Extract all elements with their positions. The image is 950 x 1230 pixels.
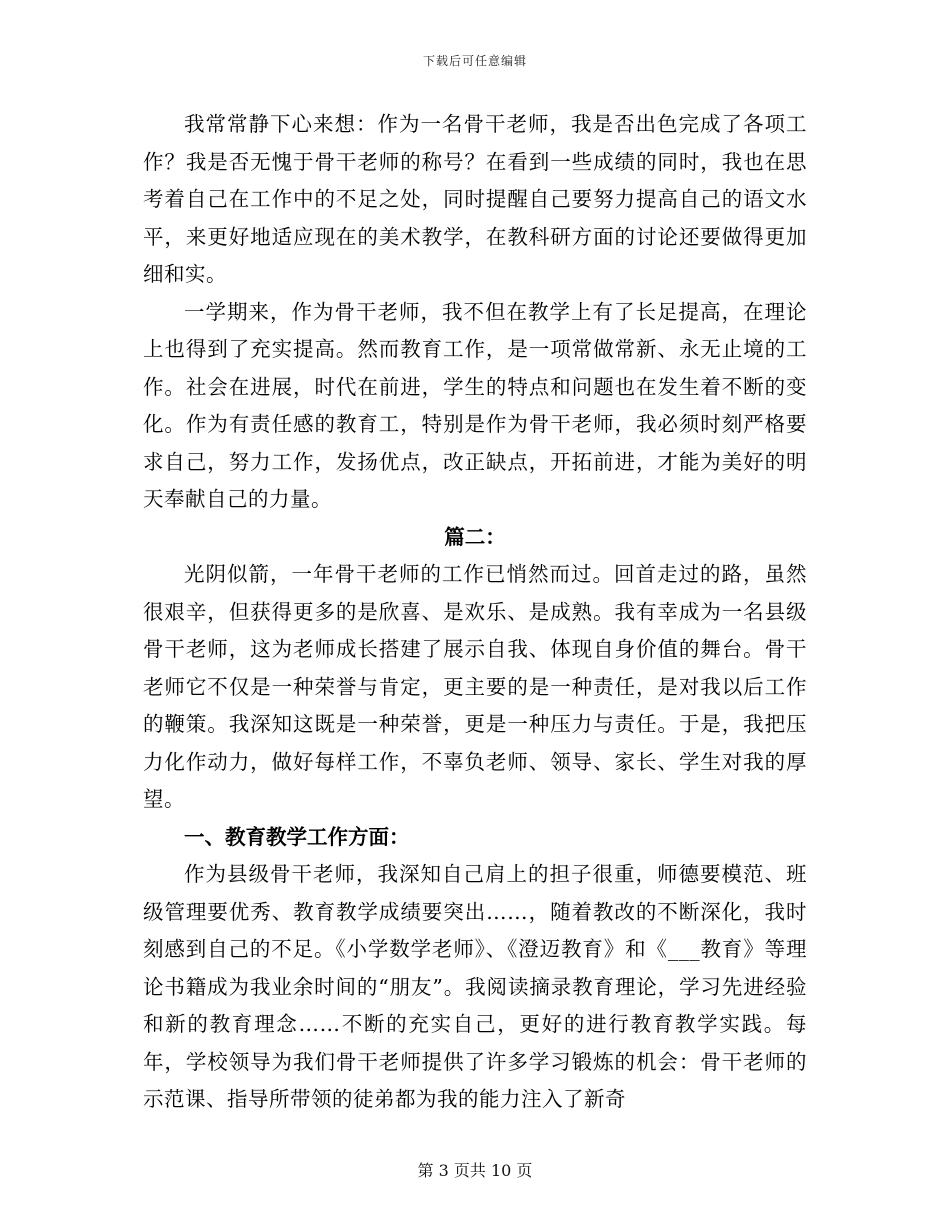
document-body xyxy=(143,106,807,1119)
paragraph-4: 作为县级骨干老师，我深知自己肩上的担子很重，师德要模范、班级管理要优秀、教育教学成绩要突出……，随着教改的不断深化，我时刻感到自己的不足。《小学数学老师》、《澄迈教育》和《___教育》等理论书籍成为我业余时间的“朋友”。我阅读摘录教育理论，学习先进经验和新的教育理念……不断的充实自己，更好的进行教育教学实践。每年，学校领导为我们骨干老师提供了许多学习锻炼的机会：骨干老师的示范课、指导所带领的徒弟都为我的能力注入了新奇 xyxy=(143,862,807,1111)
paragraph-3: 光阴似箭，一年骨干老师的工作已悄然而过。回首走过的路，虽然很艰辛，但获得更多的是欣喜、是欢乐、是成熟。我有幸成为一名县级骨干老师，这为老师成长搭建了展示自我、体现自身价值的舞台。骨干老师它不仅是一种荣誉与肯定，更主要的是一种责任，是对我以后工作的鞭策。我深知这既是一种荣誉，更是一种压力与责任。于是，我把压力化作动力，做好每样工作，不辜负老师、领导、家长、学生对我的厚望。 xyxy=(143,562,807,811)
subheading: 一、教育教学工作方面： xyxy=(184,824,410,849)
page-header: 下载后可任意编辑 xyxy=(422,54,527,68)
paragraph-2: 一学期来，作为骨干老师，我不但在教学上有了长足提高，在理论上也得到了充实提高。然而教育工作，是一项常做常新、永无止境的工作。社会在进展，时代在前进，学生的特点和问题也在发生着不断的变化。作为有责任感的教育工，特别是作为骨干老师，我必须时刻严格要求自己，努力工作，发扬优点，改正缺点，开拓前进，才能为美好的明天奉献自己的力量。 xyxy=(143,299,807,511)
page-footer: 第 3 页共 10 页 xyxy=(417,1161,533,1180)
paragraph-1: 我常常静下心来想：作为一名骨干老师，我是否出色完成了各项工作？我是否无愧于骨干老师的称号？在看到一些成绩的同时，我也在思考着自己在工作中的不足之处，同时提醒自己要努力提高自己的语文水平，来更好地适应现在的美术教学，在教科研方面的讨论还要做得更加细和实。 xyxy=(143,112,807,286)
section-title: 篇二： xyxy=(444,524,506,549)
